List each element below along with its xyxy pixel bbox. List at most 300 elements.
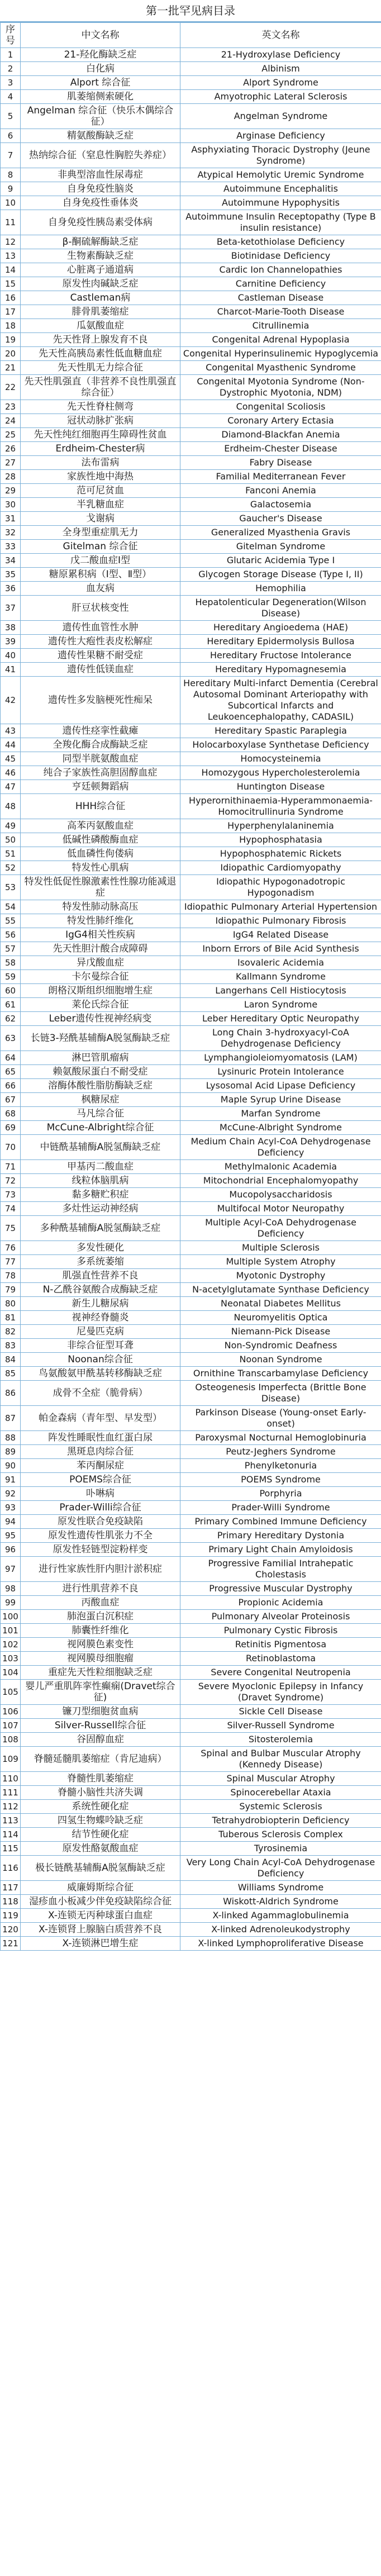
row-number: 27 (1, 456, 21, 470)
row-number: 82 (1, 1325, 21, 1339)
row-number: 61 (1, 998, 21, 1012)
table-row (1, 1174, 381, 1188)
row-number: 20 (1, 347, 21, 361)
row-number: 90 (1, 1459, 21, 1473)
english-name: Multiple System Atrophy (180, 1255, 381, 1269)
english-name: Diamond-Blackfan Anemia (180, 428, 381, 442)
table-row (1, 1255, 381, 1269)
table-row (1, 263, 381, 277)
row-number: 4 (1, 90, 21, 104)
row-number: 88 (1, 1431, 21, 1445)
row-number: 15 (1, 277, 21, 291)
english-name: Tetrahydrobiopterin Deficiency (180, 1814, 381, 1828)
row-number: 109 (1, 1747, 21, 1772)
chinese-name: Silver-Russell综合征 (21, 1719, 180, 1733)
chinese-name: 进行性家族性肝内胆汁淤积症 (21, 1557, 180, 1582)
chinese-name: 21-羟化酶缺乏症 (21, 48, 180, 62)
row-number: 85 (1, 1367, 21, 1381)
table-row (1, 956, 381, 970)
chinese-name: 肺囊性纤维化 (21, 1624, 180, 1638)
chinese-name: 中链酰基辅酶A脱氢酶缺乏症 (21, 1135, 180, 1160)
english-name: 21-Hydroxylase Deficiency (180, 48, 381, 62)
row-number: 34 (1, 554, 21, 568)
english-name: Mucopolysaccharidosis (180, 1188, 381, 1202)
row-number: 40 (1, 649, 21, 663)
table-row (1, 1121, 381, 1135)
english-name: Inborn Errors of Bile Acid Synthesis (180, 942, 381, 956)
english-name: X-linked Adrenoleukodystrophy (180, 1923, 381, 1937)
table-row (1, 554, 381, 568)
chinese-name: 尼曼匹克病 (21, 1325, 180, 1339)
table-row (1, 168, 381, 182)
chinese-name: 阵发性睡眠性血红蛋白尿 (21, 1431, 180, 1445)
table-row (1, 1842, 381, 1856)
english-name: Alport Syndrome (180, 76, 381, 90)
table-row (1, 998, 381, 1012)
table-row (1, 819, 381, 833)
row-number: 53 (1, 875, 21, 900)
table-row (1, 942, 381, 956)
chinese-name: 高苯丙氨酸血症 (21, 819, 180, 833)
chinese-name: 威廉姆斯综合征 (21, 1881, 180, 1895)
chinese-name: N-乙酰谷氨酸合成酶缺乏症 (21, 1283, 180, 1297)
table-row (1, 526, 381, 540)
row-number: 89 (1, 1445, 21, 1459)
chinese-name: 全身型重症肌无力 (21, 526, 180, 540)
english-name: Pulmonary Cystic Fibrosis (180, 1624, 381, 1638)
english-name: Retinitis Pigmentosa (180, 1638, 381, 1652)
chinese-name: 瓜氨酸血症 (21, 319, 180, 333)
row-number: 108 (1, 1733, 21, 1747)
table-row (1, 305, 381, 319)
chinese-name: 范可尼贫血 (21, 484, 180, 498)
chinese-name: 极长链酰基辅酶A脱氢酶缺乏症 (21, 1856, 180, 1881)
chinese-name: 自身免疫性脑炎 (21, 182, 180, 196)
chinese-name: 肌萎缩侧索硬化 (21, 90, 180, 104)
table-row (1, 1079, 381, 1093)
english-name: Galactosemia (180, 498, 381, 512)
table-row (1, 1610, 381, 1624)
row-number: 94 (1, 1515, 21, 1529)
english-name: IgG4 Related Disease (180, 928, 381, 942)
english-name: Albinism (180, 62, 381, 76)
english-name: Propionic Acidemia (180, 1596, 381, 1610)
row-number: 5 (1, 104, 21, 129)
chinese-name: 溶酶体酸性脂肪酶缺乏症 (21, 1079, 180, 1093)
row-number: 35 (1, 568, 21, 582)
table-row (1, 1445, 381, 1459)
row-number: 21 (1, 361, 21, 375)
chinese-name: 心脏离子通道病 (21, 263, 180, 277)
row-number: 101 (1, 1624, 21, 1638)
table-row (1, 62, 381, 76)
chinese-name: 腓骨肌萎缩症 (21, 305, 180, 319)
english-name: Primary Combined Immune Deficiency (180, 1515, 381, 1529)
chinese-name: 多发性硬化 (21, 1241, 180, 1255)
row-number: 48 (1, 794, 21, 819)
table-row (1, 1543, 381, 1557)
english-name: Maple Syrup Urine Disease (180, 1093, 381, 1107)
english-name: Sitosterolemia (180, 1733, 381, 1747)
row-number: 110 (1, 1772, 21, 1786)
table-row (1, 794, 381, 819)
english-name: Spinal and Bulbar Muscular Atrophy (Kennedy Disease) (180, 1747, 381, 1772)
english-name: Multiple Acyl-CoA Dehydrogenase Deficiency (180, 1216, 381, 1241)
english-name: Beta-ketothiolase Deficiency (180, 235, 381, 249)
table-row (1, 1051, 381, 1065)
row-number: 62 (1, 1012, 21, 1026)
table-row (1, 48, 381, 62)
table-row (1, 1459, 381, 1473)
english-name: Severe Congenital Neutropenia (180, 1666, 381, 1680)
table-row (1, 1431, 381, 1445)
chinese-name: 重症先天性粒细胞缺乏症 (21, 1666, 180, 1680)
chinese-name: HHH综合征 (21, 794, 180, 819)
english-name: Lysosomal Acid Lipase Deficiency (180, 1079, 381, 1093)
table-row (1, 1666, 381, 1680)
english-name: Neuromyelitis Optica (180, 1311, 381, 1325)
row-number: 14 (1, 263, 21, 277)
chinese-name: 黑斑息肉综合征 (21, 1445, 180, 1459)
english-name: N-acetylglutamate Synthase Deficiency (180, 1283, 381, 1297)
table-row (1, 1406, 381, 1431)
table-row (1, 129, 381, 143)
row-number: 30 (1, 498, 21, 512)
table-row (1, 1026, 381, 1051)
header-english-name: 英文名称 (180, 23, 381, 48)
chinese-name: 遗传性低镁血症 (21, 663, 180, 677)
row-number: 26 (1, 442, 21, 456)
row-number: 104 (1, 1666, 21, 1680)
row-number: 36 (1, 582, 21, 596)
english-name: Multifocal Motor Neuropathy (180, 1202, 381, 1216)
table-row (1, 291, 381, 305)
chinese-name: 原发性轻链型淀粉样变 (21, 1543, 180, 1557)
chinese-name: 家族性地中海热 (21, 470, 180, 484)
table-row (1, 928, 381, 942)
english-name: X-linked Agammaglobulinemia (180, 1909, 381, 1923)
table-row (1, 512, 381, 526)
english-name: Autoimmune Hypophysitis (180, 196, 381, 210)
chinese-name: β-酮硫解酶缺乏症 (21, 235, 180, 249)
chinese-name: 四氢生物蝶呤缺乏症 (21, 1814, 180, 1828)
english-name: Erdheim-Chester Disease (180, 442, 381, 456)
english-name: Niemann-Pick Disease (180, 1325, 381, 1339)
row-number: 114 (1, 1828, 21, 1842)
chinese-name: 朗格汉斯组织细胞增生症 (21, 984, 180, 998)
chinese-name: 同型半胱氨酸血症 (21, 752, 180, 766)
row-number: 28 (1, 470, 21, 484)
table-row (1, 143, 381, 168)
chinese-name: 白化病 (21, 62, 180, 76)
chinese-name: 线粒体脑肌病 (21, 1174, 180, 1188)
row-number: 96 (1, 1543, 21, 1557)
english-name: Porphyria (180, 1487, 381, 1501)
table-row (1, 361, 381, 375)
chinese-name: 淋巴管肌瘤病 (21, 1051, 180, 1065)
table-row (1, 333, 381, 347)
row-number: 95 (1, 1529, 21, 1543)
english-name: Hyperphenylalaninemia (180, 819, 381, 833)
row-number: 33 (1, 540, 21, 554)
row-number: 80 (1, 1297, 21, 1311)
english-name: Amyotrophic Lateral Sclerosis (180, 90, 381, 104)
table-row (1, 400, 381, 414)
chinese-name: 半乳糖血症 (21, 498, 180, 512)
row-number: 99 (1, 1596, 21, 1610)
english-name: Congenital Myotonia Syndrome (Non-Dystrophic Myotonia, NDM) (180, 375, 381, 400)
chinese-name: Castleman病 (21, 291, 180, 305)
chinese-name: Noonan综合征 (21, 1353, 180, 1367)
chinese-name: 遗传性多发脑梗死性痴呆 (21, 677, 180, 724)
row-number: 105 (1, 1680, 21, 1705)
chinese-name: 多系统萎缩 (21, 1255, 180, 1269)
table-header-row (1, 23, 381, 48)
english-name: Leber Hereditary Optic Neuropathy (180, 1012, 381, 1026)
table-row (1, 1515, 381, 1529)
chinese-name: 枫糖尿症 (21, 1093, 180, 1107)
chinese-name: 糖原累积病（Ⅰ型、Ⅱ型） (21, 568, 180, 582)
chinese-name: 遗传性痉挛性截瘫 (21, 724, 180, 738)
table-row (1, 1652, 381, 1666)
english-name: Lysinuric Protein Intolerance (180, 1065, 381, 1079)
english-name: Parkinson Disease (Young-onset Early-onset) (180, 1406, 381, 1431)
chinese-name: 血友病 (21, 582, 180, 596)
row-number: 120 (1, 1923, 21, 1937)
row-number: 52 (1, 861, 21, 875)
table-row (1, 1895, 381, 1909)
table-row (1, 766, 381, 780)
table-row (1, 724, 381, 738)
english-name: Familial Mediterranean Fever (180, 470, 381, 484)
english-name: Hypophosphatemic Rickets (180, 847, 381, 861)
english-name: Laron Syndrome (180, 998, 381, 1012)
chinese-name: Gitelman 综合征 (21, 540, 180, 554)
table-row (1, 249, 381, 263)
table-row (1, 1283, 381, 1297)
english-name: Idiopathic Pulmonary Fibrosis (180, 914, 381, 928)
row-number: 12 (1, 235, 21, 249)
table-row (1, 1107, 381, 1121)
row-number: 3 (1, 76, 21, 90)
english-name: Autoimmune Encephalitis (180, 182, 381, 196)
chinese-name: 遗传性血管性水肿 (21, 621, 180, 635)
row-number: 79 (1, 1283, 21, 1297)
row-number: 45 (1, 752, 21, 766)
chinese-name: 先天性纯红细胞再生障碍性贫血 (21, 428, 180, 442)
english-name: Asphyxiating Thoracic Dystrophy (Jeune Syndrome) (180, 143, 381, 168)
row-number: 7 (1, 143, 21, 168)
chinese-name: 原发性遗传性肌张力不全 (21, 1529, 180, 1543)
english-name: Long Chain 3-hydroxyacyl-CoA Dehydrogenase Deficiency (180, 1026, 381, 1051)
english-name: Severe Myoclonic Epilepsy in Infancy (Dravet Syndrome) (180, 1680, 381, 1705)
table-row (1, 1325, 381, 1339)
english-name: Citrullinemia (180, 319, 381, 333)
english-name: Holocarboxylase Synthetase Deficiency (180, 738, 381, 752)
table-row (1, 847, 381, 861)
english-name: Hereditary Epidermolysis Bullosa (180, 635, 381, 649)
row-number: 97 (1, 1557, 21, 1582)
row-number: 18 (1, 319, 21, 333)
english-name: Generalized Myasthenia Gravis (180, 526, 381, 540)
english-name: Arginase Deficiency (180, 129, 381, 143)
row-number: 106 (1, 1705, 21, 1719)
chinese-name: 系统性硬化症 (21, 1800, 180, 1814)
english-name: Fabry Disease (180, 456, 381, 470)
chinese-name: 热纳综合征（窒息性胸腔失养症） (21, 143, 180, 168)
row-number: 81 (1, 1311, 21, 1325)
table-row (1, 210, 381, 235)
table-row (1, 1596, 381, 1610)
english-name: Progressive Familial Intrahepatic Cholestasis (180, 1557, 381, 1582)
english-name: Cardic Ion Channelopathies (180, 263, 381, 277)
table-row (1, 596, 381, 621)
chinese-name: 低血磷性佝偻病 (21, 847, 180, 861)
row-number: 63 (1, 1026, 21, 1051)
english-name: Congenital Hyperinsulinemic Hypoglycemia (180, 347, 381, 361)
row-number: 1 (1, 48, 21, 62)
chinese-name: 视神经脊髓炎 (21, 1311, 180, 1325)
row-number: 2 (1, 62, 21, 76)
table-row (1, 1786, 381, 1800)
row-number: 78 (1, 1269, 21, 1283)
english-name: Atypical Hemolytic Uremic Syndrome (180, 168, 381, 182)
row-number: 121 (1, 1937, 21, 1951)
table-row (1, 104, 381, 129)
english-name: Idiopathic Hypogonadotropic Hypogonadism (180, 875, 381, 900)
table-row (1, 428, 381, 442)
table-row (1, 319, 381, 333)
table-row (1, 76, 381, 90)
english-name: Carnitine Deficiency (180, 277, 381, 291)
chinese-name: 低碱性磷酸酶血症 (21, 833, 180, 847)
document-title: 第一批罕见病目录 (0, 0, 381, 22)
chinese-name: 先天性肌强直（非营养不良性肌强直综合征） (21, 375, 180, 400)
chinese-name: POEMS综合征 (21, 1473, 180, 1487)
row-number: 84 (1, 1353, 21, 1367)
table-row (1, 1557, 381, 1582)
chinese-name: 脊髓延髓肌萎缩症（肯尼迪病） (21, 1747, 180, 1772)
table-row (1, 375, 381, 400)
chinese-name: 卟啉病 (21, 1487, 180, 1501)
english-name: Isovaleric Acidemia (180, 956, 381, 970)
chinese-name: 甲基丙二酸血症 (21, 1160, 180, 1174)
row-number: 86 (1, 1381, 21, 1406)
row-number: 93 (1, 1501, 21, 1515)
english-name: Langerhans Cell Histiocytosis (180, 984, 381, 998)
english-name: Marfan Syndrome (180, 1107, 381, 1121)
row-number: 69 (1, 1121, 21, 1135)
row-number: 46 (1, 766, 21, 780)
row-number: 32 (1, 526, 21, 540)
table-row (1, 1800, 381, 1814)
table-row (1, 833, 381, 847)
chinese-name: 谷固醇血症 (21, 1733, 180, 1747)
row-number: 16 (1, 291, 21, 305)
english-name: Paroxysmal Nocturnal Hemoglobinuria (180, 1431, 381, 1445)
english-name: Retinoblastoma (180, 1652, 381, 1666)
chinese-name: 脊髓性肌萎缩症 (21, 1772, 180, 1786)
row-number: 25 (1, 428, 21, 442)
table-row (1, 1680, 381, 1705)
chinese-name: 丙酸血症 (21, 1596, 180, 1610)
table-row (1, 1705, 381, 1719)
english-name: Williams Syndrome (180, 1881, 381, 1895)
row-number: 119 (1, 1909, 21, 1923)
chinese-name: 精氨酸酶缺乏症 (21, 129, 180, 143)
table-row (1, 1269, 381, 1283)
row-number: 47 (1, 780, 21, 794)
english-name: Congenital Scoliosis (180, 400, 381, 414)
table-row (1, 621, 381, 635)
chinese-name: Alport 综合征 (21, 76, 180, 90)
chinese-name: 卡尔曼综合征 (21, 970, 180, 984)
chinese-name: 长链3-羟酰基辅酶A脱氢酶缺乏症 (21, 1026, 180, 1051)
table-row (1, 1747, 381, 1772)
table-row (1, 1339, 381, 1353)
english-name: Hyperornithinaemia-Hyperammonaemia-Homocitrullinuria Syndrome (180, 794, 381, 819)
row-number: 68 (1, 1107, 21, 1121)
row-number: 38 (1, 621, 21, 635)
english-name: Kallmann Syndrome (180, 970, 381, 984)
chinese-name: 戈谢病 (21, 512, 180, 526)
table-row (1, 1473, 381, 1487)
chinese-name: 遗传性果糖不耐受症 (21, 649, 180, 663)
english-name: Non-Syndromic Deafness (180, 1339, 381, 1353)
row-number: 83 (1, 1339, 21, 1353)
chinese-name: 黏多糖贮积症 (21, 1188, 180, 1202)
table-body (1, 48, 381, 1951)
header-number: 序号 (1, 23, 21, 48)
row-number: 113 (1, 1814, 21, 1828)
chinese-name: 先天性肌无力综合征 (21, 361, 180, 375)
chinese-name: 肌强直性营养不良 (21, 1269, 180, 1283)
table-row (1, 568, 381, 582)
chinese-name: 肝豆状核变性 (21, 596, 180, 621)
row-number: 107 (1, 1719, 21, 1733)
english-name: Pulmonary Alveolar Proteinosis (180, 1610, 381, 1624)
row-number: 10 (1, 196, 21, 210)
english-name: Ornithine Transcarbamylase Deficiency (180, 1367, 381, 1381)
row-number: 115 (1, 1842, 21, 1856)
row-number: 56 (1, 928, 21, 942)
row-number: 17 (1, 305, 21, 319)
table-row (1, 1135, 381, 1160)
row-number: 91 (1, 1473, 21, 1487)
row-number: 43 (1, 724, 21, 738)
english-name: Glycogen Storage Disease (Type I, II) (180, 568, 381, 582)
chinese-name: IgG4相关性疾病 (21, 928, 180, 942)
chinese-name: 遗传性大疱性表皮松解症 (21, 635, 180, 649)
english-name: Hypophosphatasia (180, 833, 381, 847)
table-row (1, 1909, 381, 1923)
row-number: 22 (1, 375, 21, 400)
table-row (1, 1065, 381, 1079)
row-number: 112 (1, 1800, 21, 1814)
row-number: 92 (1, 1487, 21, 1501)
table-row (1, 1297, 381, 1311)
table-row (1, 1856, 381, 1881)
chinese-name: 先天性胆汁酸合成障碍 (21, 942, 180, 956)
table-row (1, 1923, 381, 1937)
chinese-name: 湿疹血小板减少伴免疫缺陷综合征 (21, 1895, 180, 1909)
row-number: 31 (1, 512, 21, 526)
table-row (1, 235, 381, 249)
table-row (1, 484, 381, 498)
table-row (1, 1828, 381, 1842)
row-number: 70 (1, 1135, 21, 1160)
english-name: Huntington Disease (180, 780, 381, 794)
